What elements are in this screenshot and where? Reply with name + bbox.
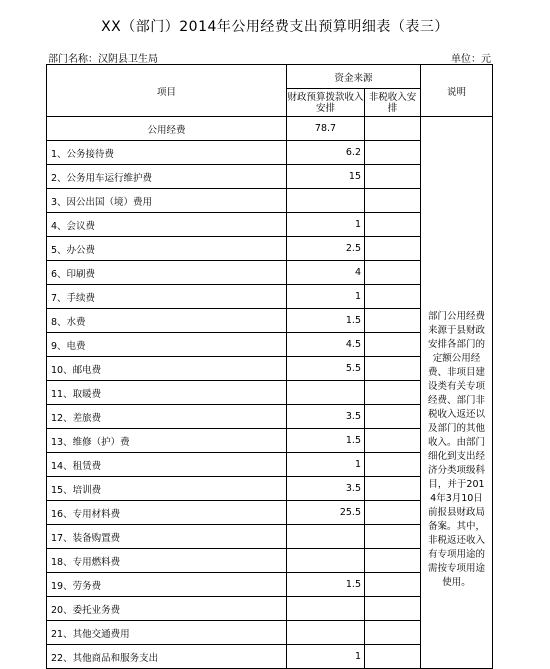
row-label: 15、培训费 xyxy=(47,477,287,501)
row-fiscal-amount: 6.2 xyxy=(287,141,365,165)
total-label: 公用经费 xyxy=(47,117,287,141)
row-label: 16、专用材料费 xyxy=(47,501,287,525)
row-fiscal-amount: 1.5 xyxy=(287,429,365,453)
row-label: 9、电费 xyxy=(47,333,287,357)
row-nontax-amount xyxy=(365,285,421,309)
row-nontax-amount xyxy=(365,549,421,573)
row-nontax-amount xyxy=(365,165,421,189)
header-item: 项目 xyxy=(47,65,287,117)
row-label: 14、租赁费 xyxy=(47,453,287,477)
row-nontax-amount xyxy=(365,357,421,381)
row-fiscal-amount xyxy=(287,549,365,573)
row-label: 22、其他商品和服务支出 xyxy=(47,645,287,669)
row-label: 19、劳务费 xyxy=(47,573,287,597)
row-nontax-amount xyxy=(365,597,421,621)
row-nontax-amount xyxy=(365,477,421,501)
row-fiscal-amount: 15 xyxy=(287,165,365,189)
row-fiscal-amount: 4.5 xyxy=(287,333,365,357)
total-fiscal: 78.7 xyxy=(287,117,365,141)
row-nontax-amount xyxy=(365,501,421,525)
row-label: 13、维修（护）费 xyxy=(47,429,287,453)
row-nontax-amount xyxy=(365,237,421,261)
row-fiscal-amount: 5.5 xyxy=(287,357,365,381)
row-nontax-amount xyxy=(365,381,421,405)
row-fiscal-amount: 2.5 xyxy=(287,237,365,261)
total-row xyxy=(47,117,493,141)
row-fiscal-amount: 1 xyxy=(287,453,365,477)
unit-label: 单位：元 xyxy=(451,54,491,65)
row-nontax-amount xyxy=(365,573,421,597)
row-nontax-amount xyxy=(365,453,421,477)
row-fiscal-amount: 1 xyxy=(287,285,365,309)
row-nontax-amount xyxy=(365,261,421,285)
row-fiscal-amount xyxy=(287,621,365,645)
row-fiscal-amount: 3.5 xyxy=(287,405,365,429)
row-label: 2、公务用车运行维护费 xyxy=(47,165,287,189)
row-nontax-amount xyxy=(365,189,421,213)
row-fiscal-amount xyxy=(287,381,365,405)
row-fiscal-amount: 4 xyxy=(287,261,365,285)
row-label: 4、会议费 xyxy=(47,213,287,237)
header-fiscal-col: 财政预算拨款收入安排 xyxy=(287,89,365,117)
row-label: 1、公务接待费 xyxy=(47,141,287,165)
budget-table xyxy=(46,64,493,669)
row-nontax-amount xyxy=(365,141,421,165)
department-name: 汉阴县卫生局 xyxy=(98,54,158,65)
row-label: 5、办公费 xyxy=(47,237,287,261)
header-nontax-col: 非税收入安排 xyxy=(365,89,421,117)
total-nontax xyxy=(365,117,421,141)
header-description: 说明 xyxy=(421,65,493,117)
row-nontax-amount xyxy=(365,213,421,237)
row-fiscal-amount xyxy=(287,597,365,621)
row-fiscal-amount xyxy=(287,525,365,549)
row-nontax-amount xyxy=(365,333,421,357)
row-nontax-amount xyxy=(365,429,421,453)
row-fiscal-amount: 3.5 xyxy=(287,477,365,501)
row-label: 17、装备购置费 xyxy=(47,525,287,549)
row-nontax-amount xyxy=(365,405,421,429)
row-label: 7、手续费 xyxy=(47,285,287,309)
row-label: 21、其他交通费用 xyxy=(47,621,287,645)
row-fiscal-amount: 1.5 xyxy=(287,573,365,597)
row-nontax-amount xyxy=(365,645,421,669)
department-label: 部门名称： xyxy=(48,54,98,65)
row-label: 8、水费 xyxy=(47,309,287,333)
department-line xyxy=(48,50,158,65)
page-title: XX（部门）2014年公用经费支出预算明细表（表三） xyxy=(101,19,449,35)
row-label: 10、邮电费 xyxy=(47,357,287,381)
row-fiscal-amount: 1.5 xyxy=(287,309,365,333)
row-label: 18、专用燃料费 xyxy=(47,549,287,573)
row-fiscal-amount: 1 xyxy=(287,645,365,669)
row-nontax-amount xyxy=(365,621,421,645)
row-label: 6、印刷费 xyxy=(47,261,287,285)
header-funding-source: 资金来源 xyxy=(287,65,421,89)
row-label: 12、差旅费 xyxy=(47,405,287,429)
row-fiscal-amount xyxy=(287,189,365,213)
description-note: 部门公用经费来源于县财政安排各部门的定额公用经费、非项目建设类有关专项经费、部门非税收入返还以及部门的其他收入。由部门细化到支出经济分类项级科目，并于2014年3月10日前报县财政局备案。其中，非税返还收入有专项用途的需按专项用途使用。 xyxy=(421,117,493,669)
row-label: 3、因公出国（境）费用 xyxy=(47,189,287,213)
row-fiscal-amount: 1 xyxy=(287,213,365,237)
row-label: 20、委托业务费 xyxy=(47,597,287,621)
row-fiscal-amount: 25.5 xyxy=(287,501,365,525)
row-nontax-amount xyxy=(365,525,421,549)
row-nontax-amount xyxy=(365,309,421,333)
row-label: 11、取暖费 xyxy=(47,381,287,405)
